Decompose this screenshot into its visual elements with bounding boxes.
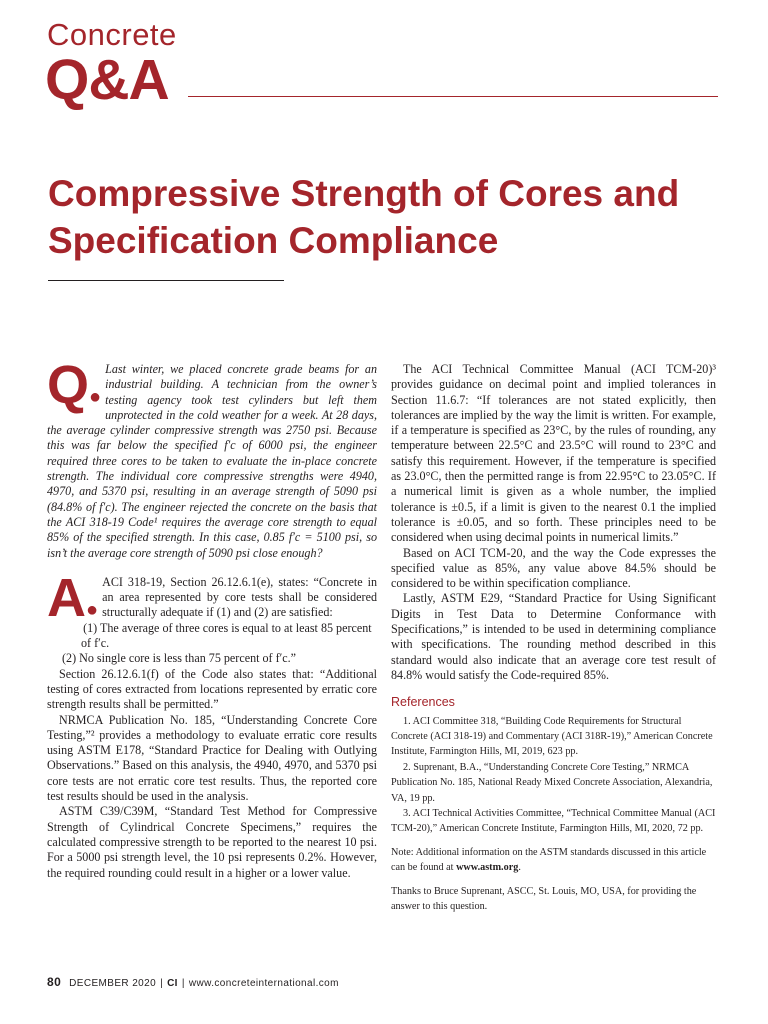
question-dropcap: Q● [47, 355, 102, 415]
answer-paragraph: Based on ACI TCM-20, and the way the Code expresses the specified value as 85%, any value above 84.5% should be considered to be within specification compliance. [391, 545, 716, 591]
page-number: 80 [47, 975, 62, 989]
footer-separator: | [181, 978, 185, 989]
astm-link[interactable]: www.astm.org [456, 862, 519, 874]
answer-block [47, 567, 377, 881]
answer-dropcap: A● [47, 567, 99, 628]
thanks-text: Thanks to Bruce Suprenant, ASCC, St. Louis, MO, USA, for providing the answer to this question. [391, 885, 697, 912]
answer-paragraph: ACI 318-19, Section 26.12.6.1(e), states: “Concrete in an area represented by core tests shall be considered structurally adequate if (1) and (2) are satisfied: [102, 574, 377, 620]
section-title: Q&A [45, 48, 169, 112]
question-block [47, 355, 377, 561]
page-footer [47, 975, 339, 989]
footer-separator: | [160, 978, 164, 989]
note-text: Note: Additional information on the ASTM standards discussed in this article can be found at www.astm.org. [391, 846, 707, 874]
answer-paragraph: The ACI Technical Committee Manual (ACI TCM-20)³ provides guidance on decimal point and implied tolerances in Section 11.6.7: “If tolerances are not stated explicitly, then tolerances are implied by the way the limit is written. For example, if a temperature is specified as 23°C, by the rules of rounding, any temperature between 22.5°C and 23.5°C will round to 23°C and satisfy this requirement. However, if the temperature is specified as 23.0°C, then the permitted range is from 22.95°C to 23.05°C. If a numerical limit is given as a whole number, the implied tolerance is ±0.5, if a limit is given to the nearest 0.1 the implied tolerance is ±0.05, and so forth. These principles need to be considered when using decimal points in numerical limits.” [391, 362, 716, 545]
issue-date: DECEMBER 2020 [69, 978, 157, 989]
question-text: Last winter, we placed concrete grade beams for an industrial building. A technician from the owner’s testing agency took test cylinders but left them unprotected in the cold weather for a week. At 28 days, the average cylinder compressive strength was 2750 psi. Because this was far below the specified f′c of 6000 psi, the engineer required three cores to be taken to evaluate the in-place concrete strength. The individual core compressive strengths were 4940, 4970, and 5370 psi, resulting in an average strength of 5090 psi (84.8% of f′c). The engineer rejected the concrete on the basis that the ACI 318-19 Code¹ requires the average core strength to equal 85% of the specified strength. In this case, 0.85 f′c = 5100 psi, so isn’t the average core strength of 5090 psi close enough? [47, 362, 377, 560]
answer-paragraph: NRMCA Publication No. 185, “Understanding Concrete Core Testing,”² provides a methodology to evaluate erratic core results using ASTM E178, “Standard Practice for Dealing with Outlying Observations.” Based on this analysis, the 4940, 4970, and 5370 psi core tests are not erratic core test results. Thus, the reported core test results should be used in the analysis. [47, 712, 377, 804]
answer-paragraph: Lastly, ASTM E29, “Standard Practice for Using Significant Digits in Test Data to Determine Conformance with Specifications,” is intended to be used in determining compliance with specifications. The rounding method described in this standard would also indicate that an average core test result of 84.8% would satisfy the Code-required 85%. [391, 591, 716, 682]
answer-paragraph: ASTM C39/C39M, “Standard Test Method for Compressive Strength of Cylindrical Concrete Specimens,” requires the calculated compressive strength to be reported to the nearest 10 psi. For a 5000 psi strength level, the 10 psi represents 0.2%. However, the required rounding could result in a higher or a lower value. [47, 804, 377, 880]
left-column [47, 355, 377, 881]
answer-list-item: (2) No single core is less than 75 percent of f′c.” [62, 651, 297, 666]
references-heading: References [391, 695, 455, 710]
answer-list-item: (1) The average of three cores is equal to at least 85 percent of f′c. [81, 620, 372, 651]
article-title: Compressive Strength of Cores and Specification Compliance [48, 173, 680, 261]
reference-item: 3. ACI Technical Activities Committee, “Technical Committee Manual (ACI TCM-20),” American Concrete Institute, Farmington Hills, MI, 2020, 72 pp. [391, 807, 716, 835]
header-rule [188, 96, 718, 97]
answer-paragraph: Section 26.12.6.1(f) of the Code also states that: “Additional testing of cores extracted from locations represented by erratic core strength results shall be permitted.” [47, 666, 377, 712]
right-column [391, 362, 716, 914]
reference-item: 1. ACI Committee 318, “Building Code Requirements for Structural Concrete (ACI 318-19) and Commentary (ACI 318R-19),” American Concrete Institute, Farmington Hills, MI, 2019, 623 pp. [391, 715, 713, 758]
section-kicker: Concrete [47, 17, 177, 52]
title-rule [48, 280, 284, 281]
reference-item: 2. Suprenant, B.A., “Understanding Concrete Core Testing,” NRMCA Publication No. 185, National Ready Mixed Concrete Association, Alexandria, VA, 19 pp. [391, 761, 713, 804]
magazine-name: CI [167, 978, 178, 989]
website-link[interactable]: www.concreteinternational.com [188, 978, 339, 989]
